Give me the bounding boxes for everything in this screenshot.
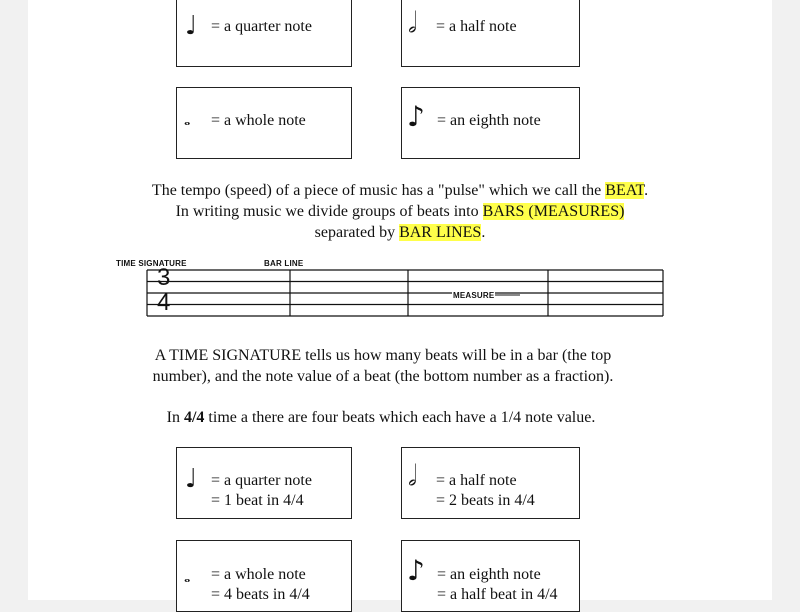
whole-note-icon: 𝅝 — [184, 567, 191, 586]
whole-note-beat-box — [176, 540, 352, 612]
quarter-note-icon: ♩ — [185, 464, 198, 494]
eighth-note-label: = an eighth note — [437, 112, 541, 129]
time-signature-label: TIME SIGNATURE — [116, 259, 187, 268]
half-note-label: = a half note — [436, 18, 517, 35]
half-note-icon: 𝅗𝅥 — [408, 6, 417, 39]
eighth-note-beat-box — [401, 540, 580, 612]
whole-note-label: = a whole note — [211, 112, 306, 129]
intro-line-2: In writing music we divide groups of beats into BARS (MEASURES) — [175, 203, 625, 220]
eighth-note-label: = an eighth note — [437, 566, 541, 583]
time-signature-bottom: 4 — [157, 289, 171, 316]
quarter-note-beat-box — [176, 447, 352, 519]
quarter-note-icon: ♩ — [185, 11, 198, 41]
time-signature-top: 3 — [157, 264, 171, 291]
whole-note-beats: = 4 beats in 4/4 — [211, 586, 310, 603]
measure-label: MEASURE — [453, 291, 495, 300]
intro-line-3: separated by BAR LINES. — [314, 224, 486, 241]
quarter-note-label: = a quarter note — [211, 18, 312, 35]
quarter-note-beats: = 1 beat in 4/4 — [211, 492, 304, 509]
half-note-beats: = 2 beats in 4/4 — [436, 492, 535, 509]
half-note-icon: 𝅗𝅥 — [408, 459, 417, 492]
time-signature-line-1: A TIME SIGNATURE tells us how many beats will be in a bar (the top — [154, 347, 612, 364]
whole-note-label: = a whole note — [211, 566, 306, 583]
eighth-note-icon: ♪ — [407, 100, 425, 133]
time-signature-line-2: number), and the note value of a beat (the bottom number as a fraction). — [152, 368, 614, 385]
quarter-note-label: = a quarter note — [211, 472, 312, 489]
whole-note-icon: 𝅝 — [184, 110, 191, 129]
half-note-beat-box — [401, 447, 580, 519]
eighth-note-beats: = a half beat in 4/4 — [437, 586, 558, 603]
eighth-note-icon: ♪ — [407, 554, 425, 587]
intro-line-1: The tempo (speed) of a piece of music has a "pulse" which we call the BEAT. — [151, 182, 649, 199]
four-four-line: In 4/4 time a there are four beats which each have a 1/4 note value. — [166, 409, 596, 426]
bar-line-label: BAR LINE — [264, 259, 304, 268]
half-note-label: = a half note — [436, 472, 517, 489]
